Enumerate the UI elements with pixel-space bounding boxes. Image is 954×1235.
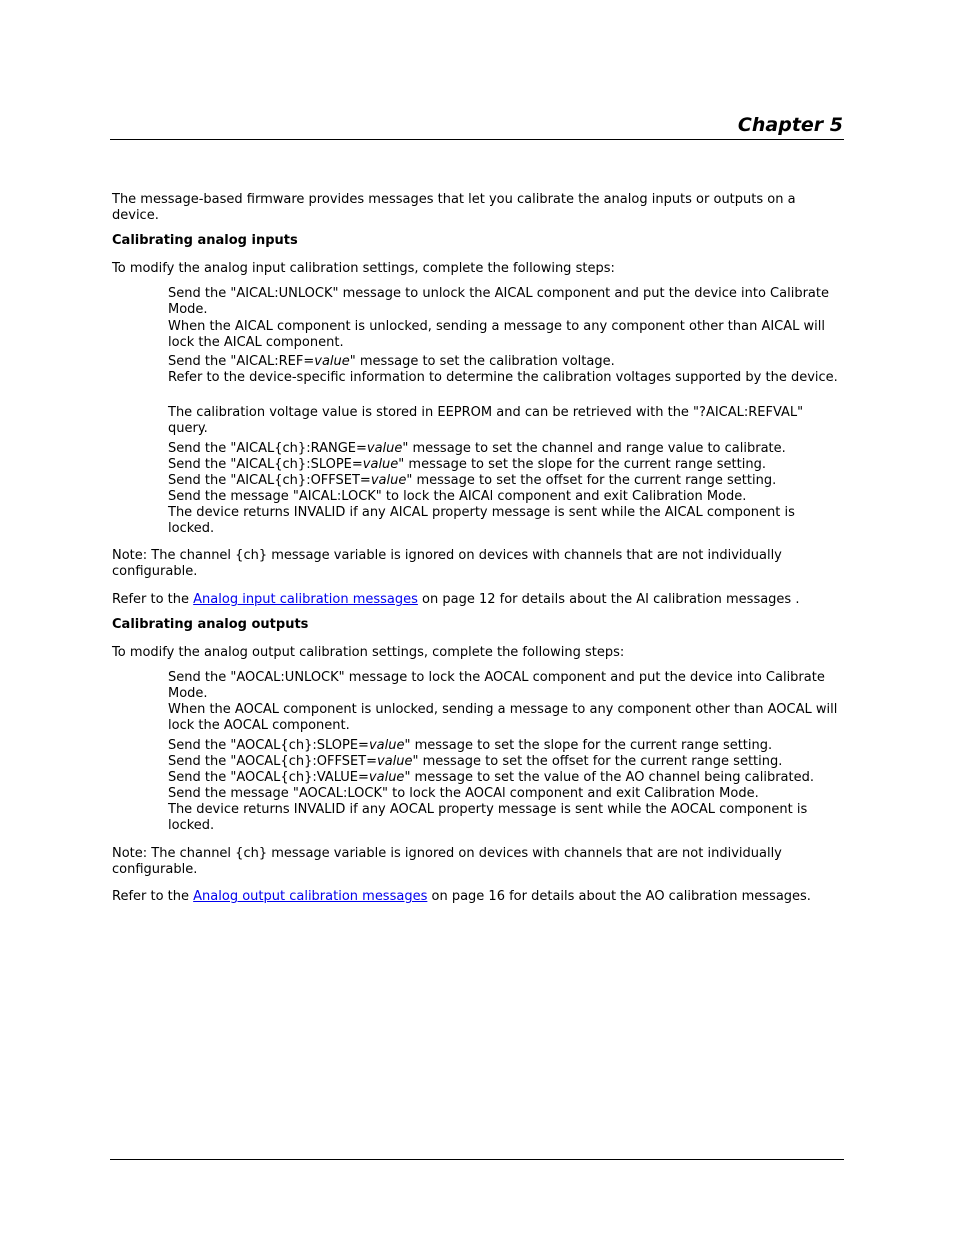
inputs-step-unlock: Send the "AICAL:UNLOCK" message to unlock the AICAL component and put the device into Calibrate Mode. xyxy=(168,286,829,317)
analog-input-calibration-link[interactable]: Analog input calibration messages xyxy=(193,592,418,607)
outputs-note: Note: The channel {ch} message variable is ignored on devices with channels that are not individually configurable. xyxy=(112,846,782,877)
inputs-step-ref: Send the "AICAL:REF=value" message to set the calibration voltage. xyxy=(168,354,615,369)
inputs-lead: To modify the analog input calibration settings, complete the following steps: xyxy=(112,261,615,276)
inputs-step-unlock-note: When the AICAL component is unlocked, sending a message to any component other than AICAL will lock the AICAL component. xyxy=(168,319,825,350)
inputs-refer: Refer to the Analog input calibration messages on page 12 for details about the AI calibration messages . xyxy=(112,592,800,607)
outputs-lead: To modify the analog output calibration settings, complete the following steps: xyxy=(112,645,625,660)
inputs-step-eeprom-note: The calibration voltage value is stored in EEPROM and can be retrieved with the "?AICAL:REFVAL" query. xyxy=(168,405,804,436)
outputs-step-unlock: Send the "AOCAL:UNLOCK" message to lock the AOCAL component and put the device into Calibrate Mode. xyxy=(168,670,825,701)
outputs-step-offset: Send the "AOCAL{ch}:OFFSET=value" message to set the offset for the current range setting. xyxy=(168,754,783,769)
outputs-step-value: Send the "AOCAL{ch}:VALUE=value" message to set the value of the AO channel being calibrated. xyxy=(168,770,814,785)
inputs-step-slope: Send the "AICAL{ch}:SLOPE=value" message to set the slope for the current range setting. xyxy=(168,457,766,472)
outputs-step-slope: Send the "AOCAL{ch}:SLOPE=value" message to set the slope for the current range setting. xyxy=(168,738,773,753)
inputs-step-ref-note: Refer to the device-specific information to determine the calibration voltages supported by the device. xyxy=(168,370,838,385)
outputs-refer: Refer to the Analog output calibration messages on page 16 for details about the AO calibration messages. xyxy=(112,889,811,904)
intro-paragraph: The message-based firmware provides messages that let you calibrate the analog inputs or outputs on a device. xyxy=(112,192,796,223)
header-rule xyxy=(110,139,844,140)
outputs-heading: Calibrating analog outputs xyxy=(112,617,309,632)
inputs-step-range: Send the "AICAL{ch}:RANGE=value" message to set the channel and range value to calibrate. xyxy=(168,441,786,456)
analog-output-calibration-link[interactable]: Analog output calibration messages xyxy=(193,889,428,904)
inputs-step-offset: Send the "AICAL{ch}:OFFSET=value" message to set the offset for the current range setting. xyxy=(168,473,777,488)
footer-rule xyxy=(110,1159,844,1160)
inputs-note: Note: The channel {ch} message variable is ignored on devices with channels that are not individually configurable. xyxy=(112,548,782,579)
inputs-step-invalid-note: The device returns INVALID if any AICAL property message is sent while the AICAL component is locked. xyxy=(168,505,795,536)
outputs-step-invalid-note: The device returns INVALID if any AOCAL property message is sent while the AOCAL component is locked. xyxy=(168,802,808,833)
chapter-title: Chapter 5 xyxy=(737,114,843,136)
inputs-heading: Calibrating analog inputs xyxy=(112,233,298,248)
outputs-step-unlock-note: When the AOCAL component is unlocked, sending a message to any component other than AOCAL will lock the AOCAL component. xyxy=(168,702,838,733)
inputs-step-lock: Send the message "AICAL:LOCK" to lock the AICAl component and exit Calibration Mode. xyxy=(168,489,747,504)
outputs-step-lock: Send the message "AOCAL:LOCK" to lock the AOCAl component and exit Calibration Mode. xyxy=(168,786,759,801)
